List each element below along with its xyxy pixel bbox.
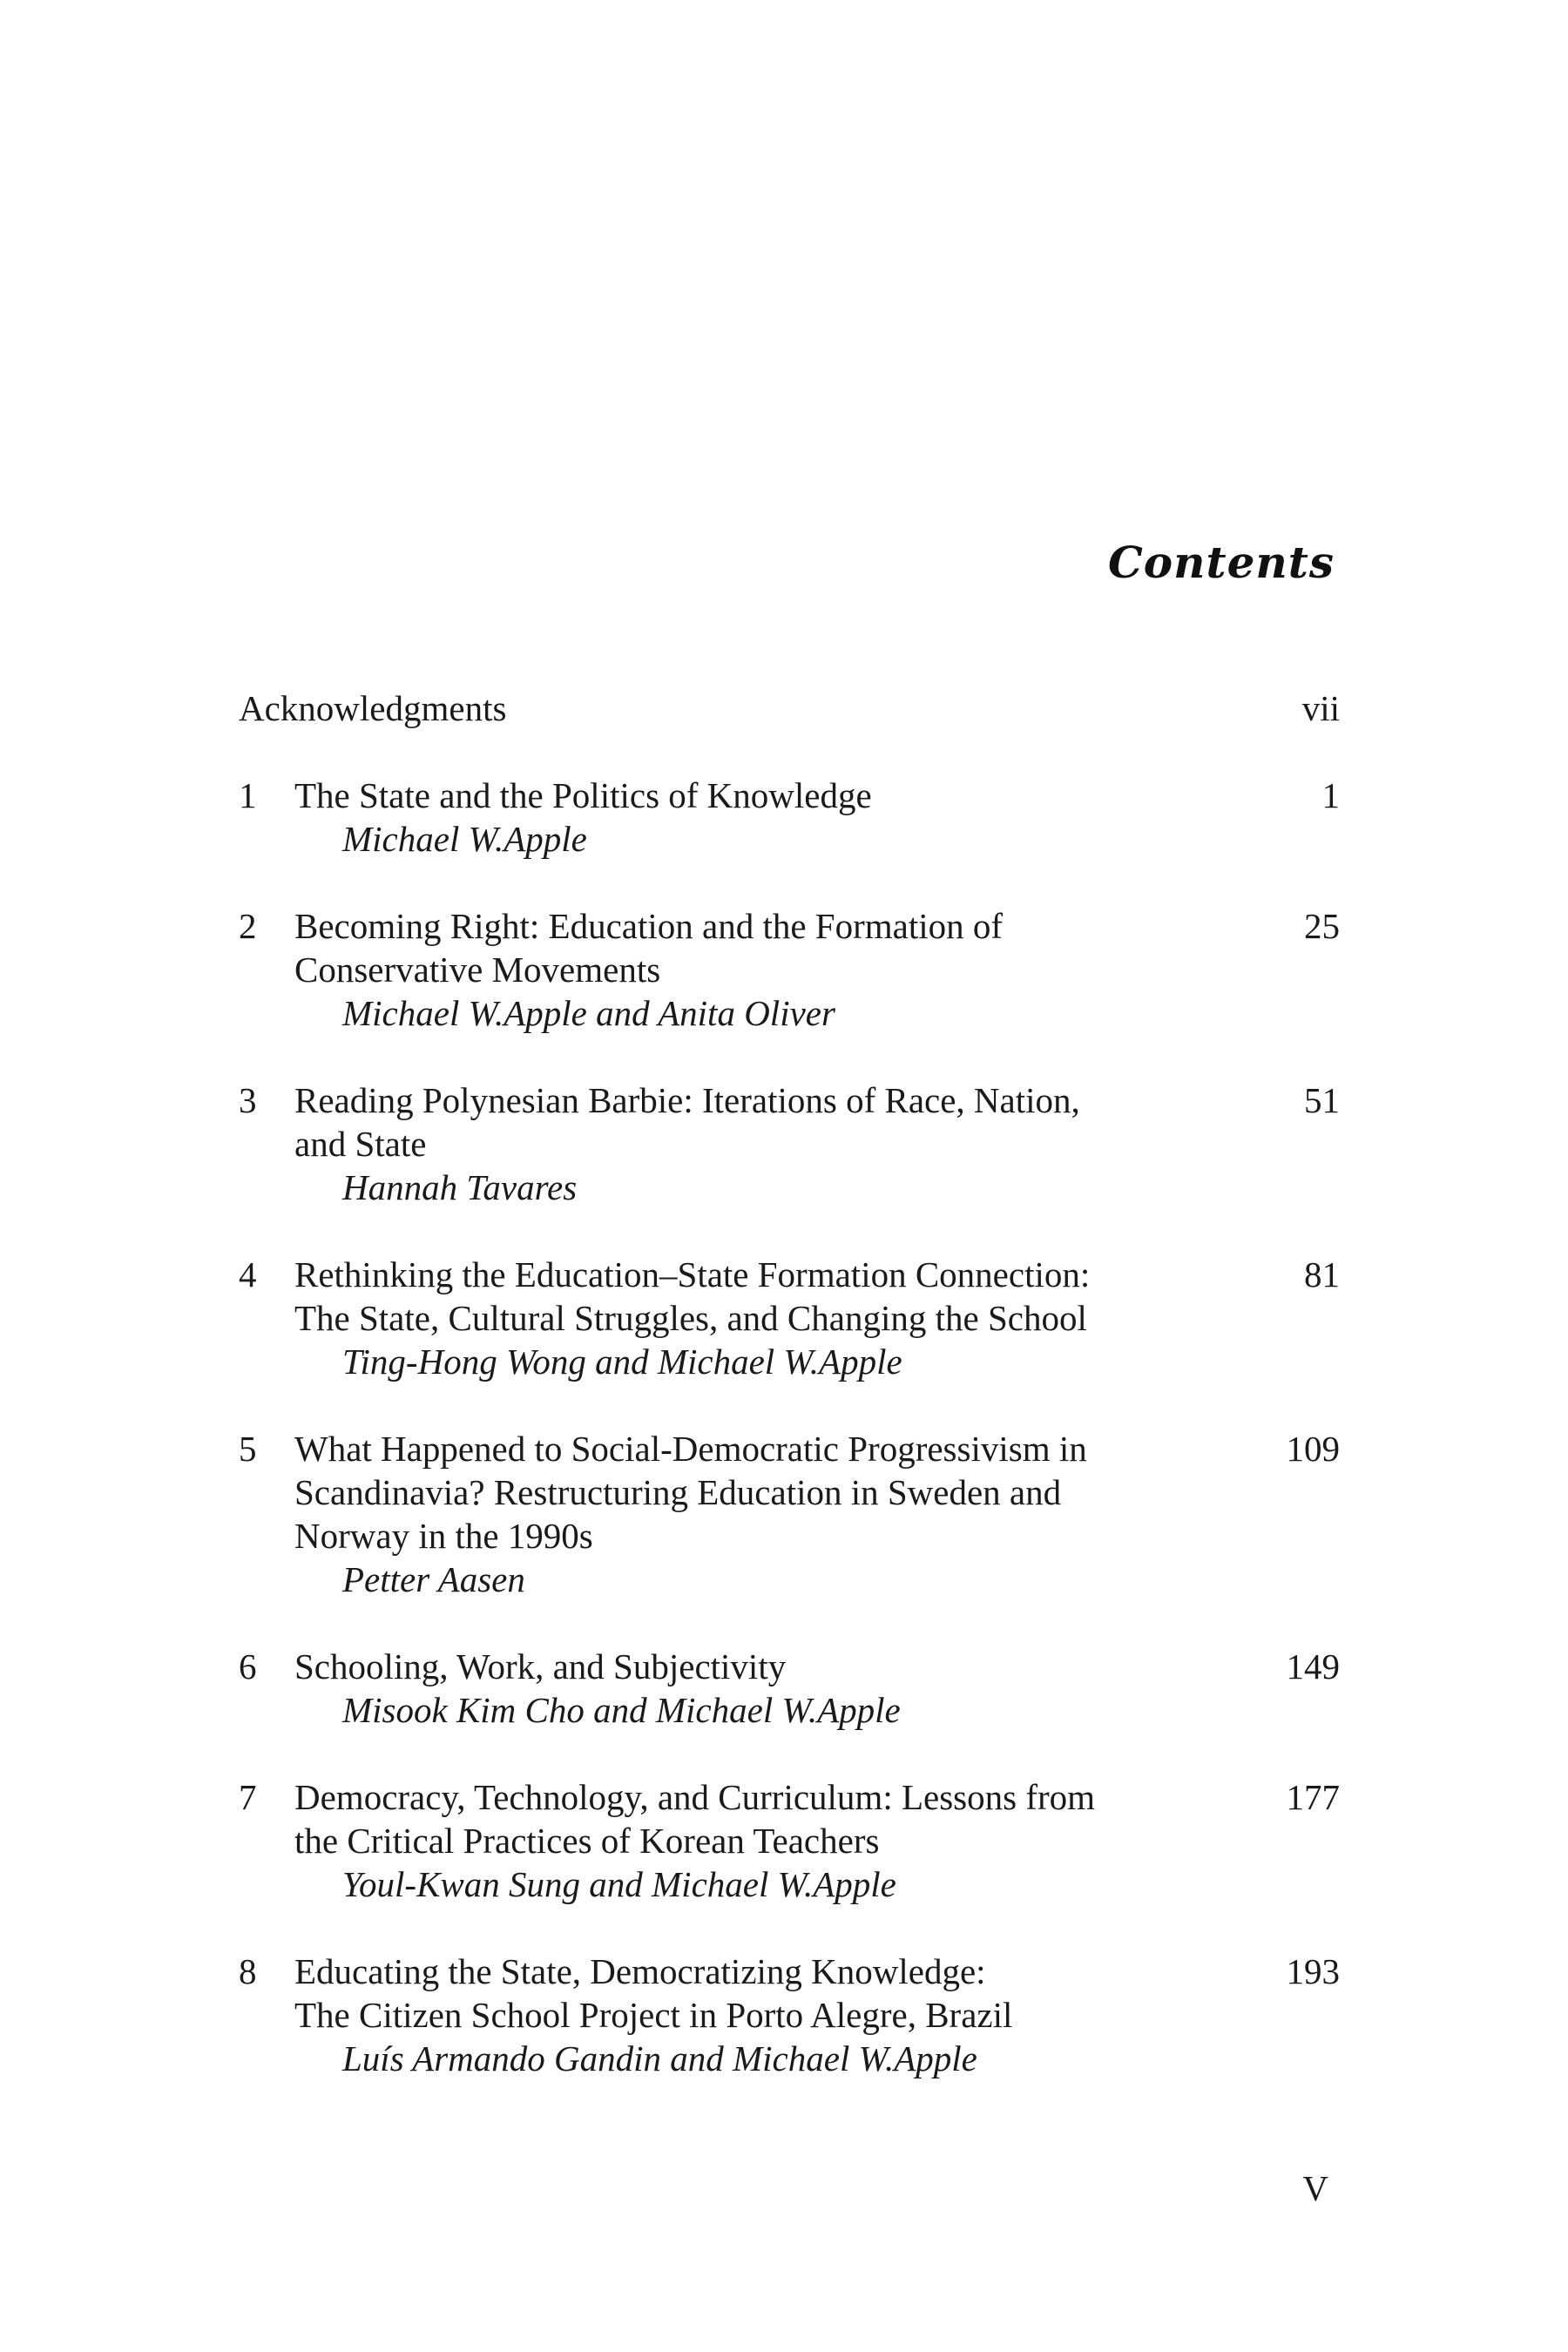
chapter-number: 1 (239, 775, 257, 815)
chapter-title-line: Conservative Movements (294, 950, 661, 990)
page-folio: V (1302, 2168, 1328, 2208)
chapter-author: Misook Kim Cho and Michael W.Apple (342, 1690, 901, 1730)
chapter-number: 4 (239, 1254, 257, 1294)
chapter-number: 8 (239, 1951, 257, 1991)
chapter-title-line: Reading Polynesian Barbie: Iterations of Race, Nation, (294, 1080, 1080, 1120)
chapter-title-line: Scandinavia? Restructuring Education in Sweden and (294, 1472, 1062, 1512)
toc-entry-chapter-2 (239, 904, 1340, 1035)
chapter-page: 81 (1304, 1254, 1340, 1294)
toc-entry-title: Acknowledgments (239, 688, 507, 728)
chapter-body (294, 1253, 1166, 1383)
toc-entry-chapter-5 (239, 1427, 1340, 1601)
chapter-title-line: Democracy, Technology, and Curriculum: Lessons from (294, 1777, 1096, 1817)
chapter-title-line: The State and the Politics of Knowledge (294, 775, 872, 815)
chapter-page: 51 (1304, 1080, 1340, 1120)
chapter-page: 109 (1286, 1429, 1340, 1469)
chapter-page: 25 (1304, 906, 1340, 946)
table-of-contents (239, 686, 1340, 2124)
chapter-body (294, 774, 1166, 861)
chapter-title-line: and State (294, 1124, 427, 1164)
toc-entry-chapter-3 (239, 1078, 1340, 1209)
chapter-title-line: Rethinking the Education–State Formation Connection: (294, 1254, 1091, 1294)
chapter-body (294, 1427, 1166, 1601)
chapter-page: 1 (1321, 775, 1340, 815)
chapter-title-line: The Citizen School Project in Porto Alegre, Brazil (294, 1995, 1013, 2035)
chapter-author: Luís Armando Gandin and Michael W.Apple (342, 2038, 977, 2078)
chapter-body (294, 1078, 1166, 1209)
toc-entry-acknowledgments (239, 686, 1340, 730)
chapter-author: Michael W.Apple and Anita Oliver (342, 993, 835, 1033)
chapter-title-line: Educating the State, Democratizing Knowledge: (294, 1951, 986, 1991)
chapter-title-line: Schooling, Work, and Subjectivity (294, 1646, 787, 1686)
chapter-title-line: What Happened to Social-Democratic Progressivism in (294, 1429, 1087, 1469)
chapter-page: 177 (1286, 1777, 1340, 1817)
chapter-number: 7 (239, 1777, 257, 1817)
chapter-author: Petter Aasen (342, 1559, 525, 1599)
chapter-title-line: the Critical Practices of Korean Teachers (294, 1821, 880, 1861)
chapter-list (239, 774, 1340, 2080)
chapter-body (294, 1645, 1166, 1732)
chapter-page: 193 (1286, 1951, 1340, 1991)
contents-heading: Contents (1107, 537, 1335, 588)
chapter-body (294, 1775, 1166, 1906)
toc-entry-page: vii (1301, 688, 1340, 728)
chapter-title-line: Becoming Right: Education and the Formation of (294, 906, 1004, 946)
chapter-page: 149 (1286, 1646, 1340, 1686)
toc-entry-chapter-1 (239, 774, 1340, 861)
chapter-author: Ting-Hong Wong and Michael W.Apple (342, 1342, 902, 1382)
chapter-number: 5 (239, 1429, 257, 1469)
toc-entry-chapter-6 (239, 1645, 1340, 1732)
toc-entry-chapter-4 (239, 1253, 1340, 1383)
chapter-author: Hannah Tavares (342, 1167, 578, 1207)
chapter-body (294, 1950, 1166, 2080)
chapter-author: Youl-Kwan Sung and Michael W.Apple (342, 1864, 896, 1904)
chapter-number: 6 (239, 1646, 257, 1686)
toc-entry-chapter-8 (239, 1950, 1340, 2080)
chapter-title-line: Norway in the 1990s (294, 1516, 593, 1556)
chapter-title-line: The State, Cultural Struggles, and Changing the School (294, 1298, 1087, 1338)
chapter-number: 2 (239, 906, 257, 946)
chapter-number: 3 (239, 1080, 257, 1120)
toc-entry-chapter-7 (239, 1775, 1340, 1906)
chapter-body (294, 904, 1166, 1035)
chapter-author: Michael W.Apple (342, 819, 587, 859)
